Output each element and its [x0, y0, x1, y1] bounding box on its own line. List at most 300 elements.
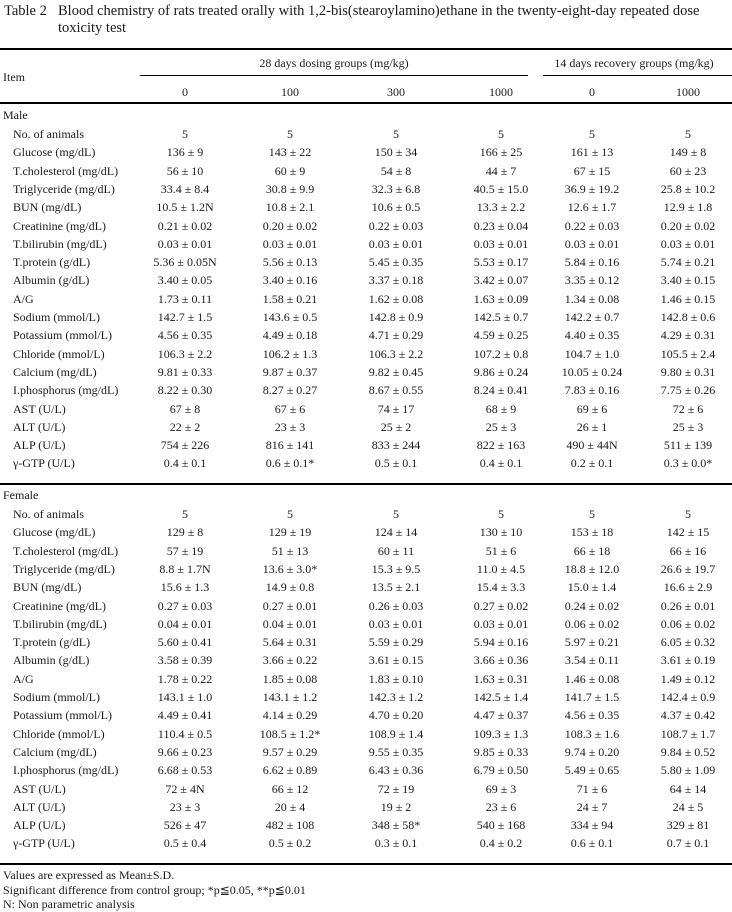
table-cell: 5.80 ± 1.09 — [660, 763, 716, 778]
table-cell: 33.4 ± 8.4 — [160, 181, 210, 196]
table-cell: 10.05 ± 0.24 — [561, 364, 623, 379]
table-cell: 108.7 ± 1.7 — [660, 726, 716, 741]
table-cell: 130 ± 10 — [479, 525, 523, 540]
table-cell: 0.27 ± 0.03 — [157, 598, 213, 613]
table-cell: 348 ± 58* — [371, 818, 421, 833]
row-item-label: ALT (U/L) — [13, 419, 66, 434]
table-cell: 16.6 ± 2.9 — [663, 580, 713, 595]
row-item-label: Chloride (mmol/L) — [13, 346, 105, 361]
table-cell: 19 ± 2 — [380, 799, 412, 814]
table-cell: 0.6 ± 0.1* — [265, 456, 315, 471]
table-cell: 105.5 ± 2.4 — [660, 346, 716, 361]
table-cell: 13.5 ± 2.1 — [371, 580, 421, 595]
dosing-group-header: 28 days dosing groups (mg/kg) — [259, 56, 409, 70]
table-cell: 1.85 ± 0.08 — [262, 671, 318, 686]
table-row — [0, 164, 732, 182]
table-cell: 129 ± 8 — [166, 525, 204, 540]
row-item-label: ALP (U/L) — [13, 438, 66, 453]
table-cell: 6.79 ± 0.50 — [473, 763, 529, 778]
table-cell: 44 ± 7 — [485, 163, 517, 178]
table-cell: 20 ± 4 — [274, 799, 306, 814]
table-cell: 0.22 ± 0.03 — [368, 218, 424, 233]
table-cell: 1.46 ± 0.15 — [660, 291, 716, 306]
table-cell: 72 ± 4N — [165, 781, 205, 796]
table-cell: 143.6 ± 0.5 — [262, 310, 318, 324]
table-cell: 9.74 ± 0.20 — [564, 744, 620, 759]
table-cell: 0.26 ± 0.01 — [660, 598, 716, 613]
table-cell: 15.4 ± 3.3 — [476, 580, 526, 595]
table-cell: 7.83 ± 0.16 — [564, 383, 620, 398]
table-cell: 36.9 ± 19.2 — [564, 181, 620, 196]
row-item-label: I.phosphorus (mg/dL) — [13, 763, 119, 778]
column-header: 0 — [182, 85, 188, 99]
table-row — [0, 544, 732, 562]
column-header: 300 — [387, 85, 405, 99]
row-item-label: BUN (mg/dL) — [13, 580, 82, 595]
table-row — [0, 182, 732, 200]
column-header: 0 — [589, 85, 595, 99]
table-cell: 25 ± 2 — [380, 419, 412, 434]
table-row — [0, 745, 732, 763]
table-row — [0, 383, 732, 401]
table-cell: 1.83 ± 0.10 — [368, 671, 424, 686]
table-cell: 0.7 ± 0.1 — [666, 836, 710, 851]
table-row — [0, 219, 732, 237]
table-cell: 9.82 ± 0.45 — [368, 364, 424, 379]
note-nonparametric: N: Non parametric analysis — [3, 897, 135, 911]
table-cell: 4.70 ± 0.20 — [368, 708, 424, 723]
table-cell: 142.8 ± 0.6 — [660, 310, 716, 324]
table-cell: 74 ± 17 — [377, 401, 415, 416]
table-cell: 64 ± 14 — [669, 781, 707, 796]
table-cell: 8.27 ± 0.27 — [262, 383, 318, 398]
table-caption — [4, 3, 728, 37]
table-cell: 9.84 ± 0.52 — [660, 744, 716, 759]
table-cell: 6.62 ± 0.89 — [262, 763, 318, 778]
row-item-label: Creatinine (mg/dL) — [13, 218, 106, 233]
table-cell: 71 ± 6 — [576, 781, 608, 796]
table-cell: 108.3 ± 1.6 — [564, 726, 620, 741]
table-title: Blood chemistry of rats treated orally with 1,2-bis(stearoylamino)ethane in the twenty-eight-day repeated dose toxicity test — [58, 3, 700, 36]
table-cell: 12.6 ± 1.7 — [567, 200, 617, 215]
table-row — [0, 708, 732, 726]
table-cell: 5 — [685, 507, 691, 521]
table-cell: 13.3 ± 2.2 — [476, 200, 526, 215]
table-cell: 5 — [287, 507, 293, 521]
note-mean-sd: Values are expressed as Mean±S.D. — [3, 868, 175, 882]
table-cell: 4.59 ± 0.25 — [473, 328, 529, 343]
row-item-label: Potassium (mmol/L) — [13, 708, 112, 723]
table-cell: 9.86 ± 0.24 — [473, 364, 529, 379]
table-cell: 5.94 ± 0.16 — [473, 635, 529, 650]
table-cell: 526 ± 47 — [163, 818, 207, 833]
table-cell: 0.21 ± 0.02 — [157, 218, 213, 233]
table-cell: 25 ± 3 — [485, 419, 517, 434]
section-divider-rule — [0, 483, 732, 485]
table-cell: 14.9 ± 0.8 — [265, 580, 315, 595]
table-cell: 4.47 ± 0.37 — [473, 708, 529, 723]
table-cell: 329 ± 81 — [666, 818, 710, 833]
row-item-label: γ-GTP (U/L) — [13, 456, 75, 471]
table-cell: 4.71 ± 0.29 — [368, 328, 424, 343]
row-item-label: BUN (mg/dL) — [13, 200, 82, 215]
table-cell: 1.49 ± 0.12 — [660, 671, 716, 686]
table-cell: 23 ± 3 — [274, 419, 306, 434]
table-cell: 3.66 ± 0.22 — [262, 653, 318, 668]
table-cell: 106.3 ± 2.2 — [157, 346, 213, 361]
table-cell: 56 ± 10 — [166, 163, 204, 178]
table-cell: 161 ± 13 — [570, 145, 614, 160]
row-item-label: Sodium (mmol/L) — [13, 310, 100, 324]
table-cell: 0.22 ± 0.03 — [564, 218, 620, 233]
table-cell: 0.03 ± 0.01 — [473, 616, 529, 631]
table-cell: 108.9 ± 1.4 — [368, 726, 424, 741]
table-row — [0, 456, 732, 474]
table-cell: 0.5 ± 0.4 — [163, 836, 207, 851]
table-cell: 5 — [589, 127, 595, 141]
table-cell: 1.63 ± 0.09 — [473, 291, 529, 306]
table-cell: 108.5 ± 1.2* — [259, 726, 321, 741]
table-cell: 4.49 ± 0.41 — [157, 708, 213, 723]
table-cell: 129 ± 19 — [268, 525, 312, 540]
table-cell: 0.03 ± 0.01 — [564, 236, 620, 251]
table-cell: 11.0 ± 4.5 — [476, 561, 526, 576]
table-cell: 5 — [685, 127, 691, 141]
table-cell: 18.8 ± 12.0 — [564, 561, 620, 576]
table-cell: 15.3 ± 9.5 — [371, 561, 421, 576]
table-cell: 9.87 ± 0.37 — [262, 364, 318, 379]
table-cell: 9.81 ± 0.33 — [157, 364, 213, 379]
table-row — [0, 200, 732, 218]
table-cell: 334 ± 94 — [570, 818, 614, 833]
table-cell: 4.14 ± 0.29 — [262, 708, 318, 723]
table-cell: 8.67 ± 0.55 — [368, 383, 424, 398]
recovery-group-header: 14 days recovery groups (mg/kg) — [554, 56, 714, 70]
table-cell: 9.85 ± 0.33 — [473, 744, 529, 759]
table-cell: 5 — [182, 127, 188, 141]
table-row — [0, 310, 732, 328]
table-cell: 5.49 ± 0.65 — [564, 763, 620, 778]
table-cell: 0.04 ± 0.01 — [157, 616, 213, 631]
table-row — [0, 782, 732, 800]
table-cell: 5 — [182, 507, 188, 521]
table-cell: 0.3 ± 0.1 — [374, 836, 418, 851]
table-cell: 0.03 ± 0.01 — [262, 236, 318, 251]
table-cell: 51 ± 6 — [485, 543, 517, 558]
table-cell: 143.1 ± 1.2 — [262, 690, 318, 704]
row-item-label: Glucose (mg/dL) — [13, 145, 96, 160]
table-row — [0, 507, 732, 525]
row-item-label: Sodium (mmol/L) — [13, 690, 100, 704]
table-cell: 142.8 ± 0.9 — [368, 310, 424, 324]
table-row — [0, 599, 732, 617]
table-cell: 6.05 ± 0.32 — [660, 635, 716, 650]
note-significance: Significant difference from control group; *p≦0.05, **p≦0.01 — [3, 882, 306, 897]
table-cell: 32.3 ± 6.8 — [371, 181, 421, 196]
table-cell: 0.03 ± 0.01 — [473, 236, 529, 251]
row-item-label: γ-GTP (U/L) — [13, 836, 75, 851]
table-cell: 66 ± 18 — [573, 543, 611, 558]
table-cell: 7.75 ± 0.26 — [660, 383, 716, 398]
table-cell: 3.40 ± 0.16 — [262, 273, 318, 288]
table-cell: 1.58 ± 0.21 — [262, 291, 318, 306]
table-cell: 10.5 ± 1.2N — [156, 200, 214, 215]
table-row — [0, 328, 732, 346]
table-row — [0, 800, 732, 818]
table-cell: 136 ± 9 — [166, 145, 204, 160]
recovery-group-rule — [543, 75, 732, 76]
table-cell: 25.8 ± 10.2 — [660, 181, 716, 196]
table-cell: 5.45 ± 0.35 — [368, 255, 424, 270]
table-cell: 3.61 ± 0.19 — [660, 653, 716, 668]
table-cell: 9.55 ± 0.35 — [368, 744, 424, 759]
table-cell: 104.7 ± 1.0 — [564, 346, 620, 361]
column-header: 100 — [281, 85, 299, 99]
table-cell: 511 ± 139 — [663, 438, 713, 453]
row-item-label: A/G — [13, 291, 34, 306]
item-header: Item — [3, 70, 25, 84]
table-cell: 40.5 ± 15.0 — [473, 181, 529, 196]
table-row — [0, 525, 732, 543]
table-cell: 0.03 ± 0.01 — [157, 236, 213, 251]
row-item-label: T.protein (g/dL) — [13, 255, 91, 270]
table-cell: 0.27 ± 0.01 — [262, 598, 318, 613]
table-cell: 8.24 ± 0.41 — [473, 383, 529, 398]
table-cell: 0.4 ± 0.1 — [479, 456, 523, 471]
table-cell: 3.54 ± 0.11 — [564, 653, 620, 668]
table-cell: 0.20 ± 0.02 — [660, 218, 716, 233]
table-cell: 8.22 ± 0.30 — [157, 383, 213, 398]
table-cell: 5.59 ± 0.29 — [368, 635, 424, 650]
table-cell: 67 ± 6 — [274, 401, 306, 416]
row-item-label: Calcium (mg/dL) — [13, 744, 97, 759]
table-cell: 5.53 ± 0.17 — [473, 255, 529, 270]
table-cell: 72 ± 19 — [377, 781, 415, 796]
table-cell: 69 ± 6 — [576, 401, 608, 416]
table-row — [0, 580, 732, 598]
table-row — [0, 402, 732, 420]
row-item-label: T.cholesterol (mg/dL) — [13, 163, 119, 178]
table-row — [0, 672, 732, 690]
row-item-label: AST (U/L) — [13, 781, 66, 796]
table-cell: 24 ± 5 — [672, 799, 704, 814]
row-item-label: T.protein (g/dL) — [13, 635, 91, 650]
table-cell: 5.97 ± 0.21 — [564, 635, 620, 650]
table-cell: 0.3 ± 0.0* — [663, 456, 713, 471]
table-cell: 5.60 ± 0.41 — [157, 635, 213, 650]
header-bottom-rule — [0, 102, 732, 104]
table-cell: 3.61 ± 0.15 — [368, 653, 424, 668]
table-cell: 51 ± 13 — [271, 543, 309, 558]
table-cell: 1.62 ± 0.08 — [368, 291, 424, 306]
table-cell: 3.42 ± 0.07 — [473, 273, 529, 288]
table-cell: 60 ± 9 — [274, 163, 306, 178]
table-cell: 124 ± 14 — [374, 525, 418, 540]
table-cell: 1.63 ± 0.31 — [473, 671, 529, 686]
table-cell: 67 ± 15 — [573, 163, 611, 178]
table-cell: 0.24 ± 0.02 — [564, 598, 620, 613]
table-cell: 9.57 ± 0.29 — [262, 744, 318, 759]
row-item-label: ALT (U/L) — [13, 799, 66, 814]
table-row — [0, 145, 732, 163]
table-cell: 0.5 ± 0.2 — [268, 836, 312, 851]
table-cell: 4.29 ± 0.31 — [660, 328, 716, 343]
table-cell: 141.7 ± 1.5 — [564, 690, 620, 704]
table-cell: 5.74 ± 0.21 — [660, 255, 716, 270]
row-item-label: Potassium (mmol/L) — [13, 328, 112, 343]
table-cell: 822 ± 163 — [476, 438, 526, 453]
row-item-label: No. of animals — [13, 127, 84, 141]
table-cell: 10.6 ± 0.5 — [371, 200, 421, 215]
table-cell: 754 ± 226 — [160, 438, 210, 453]
table-row — [0, 420, 732, 438]
row-item-label: Glucose (mg/dL) — [13, 525, 96, 540]
table-row — [0, 237, 732, 255]
column-header: 1000 — [489, 85, 513, 99]
table-cell: 0.26 ± 0.03 — [368, 598, 424, 613]
table-cell: 106.2 ± 1.3 — [262, 346, 318, 361]
table-cell: 8.8 ± 1.7N — [159, 561, 211, 576]
table-cell: 10.8 ± 2.1 — [265, 200, 315, 215]
table-row — [0, 292, 732, 310]
row-item-label: A/G — [13, 671, 34, 686]
table-cell: 5 — [393, 507, 399, 521]
table-row — [0, 763, 732, 781]
table-cell: 4.40 ± 0.35 — [564, 328, 620, 343]
table-cell: 833 ± 244 — [371, 438, 421, 453]
table-cell: 15.6 ± 1.3 — [160, 580, 210, 595]
table-cell: 5 — [498, 127, 504, 141]
table-cell: 106.3 ± 2.2 — [368, 346, 424, 361]
table-cell: 149 ± 8 — [669, 145, 707, 160]
row-item-label: Creatinine (mg/dL) — [13, 598, 106, 613]
table-cell: 0.23 ± 0.04 — [473, 218, 529, 233]
table-cell: 25 ± 3 — [672, 419, 704, 434]
table-cell: 0.03 ± 0.01 — [368, 236, 424, 251]
table-cell: 0.04 ± 0.01 — [262, 616, 318, 631]
table-row — [0, 562, 732, 580]
table-row — [0, 255, 732, 273]
table-cell: 5 — [393, 127, 399, 141]
table-cell: 60 ± 23 — [669, 163, 707, 178]
table-cell: 150 ± 34 — [374, 145, 418, 160]
table-row — [0, 438, 732, 456]
row-item-label: Triglyceride (mg/dL) — [13, 181, 115, 196]
table-cell: 5.84 ± 0.16 — [564, 255, 620, 270]
row-item-label: T.bilirubin (mg/dL) — [13, 236, 107, 251]
table-cell: 109.3 ± 1.3 — [473, 726, 529, 741]
table-row — [0, 690, 732, 708]
table-cell: 0.06 ± 0.02 — [660, 616, 716, 631]
table-cell: 0.4 ± 0.1 — [163, 456, 207, 471]
table-cell: 5 — [287, 127, 293, 141]
table-number: Table 2 — [4, 3, 47, 19]
table-row — [0, 818, 732, 836]
table-cell: 5 — [498, 507, 504, 521]
column-header: 1000 — [676, 85, 700, 99]
row-item-label: T.bilirubin (mg/dL) — [13, 616, 107, 631]
table-cell: 153 ± 18 — [570, 525, 614, 540]
table-cell: 142 ± 15 — [666, 525, 710, 540]
table-cell: 9.66 ± 0.23 — [157, 744, 213, 759]
table-cell: 0.2 ± 0.1 — [570, 456, 614, 471]
table-row — [0, 127, 732, 145]
table-cell: 60 ± 11 — [377, 543, 415, 558]
row-item-label: Calcium (mg/dL) — [13, 364, 97, 379]
row-item-label: Triglyceride (mg/dL) — [13, 561, 115, 576]
table-cell: 15.0 ± 1.4 — [567, 580, 617, 595]
table-cell: 22 ± 2 — [169, 419, 201, 434]
bottom-rule — [0, 863, 732, 865]
table-cell: 12.9 ± 1.8 — [663, 200, 713, 215]
table-cell: 5 — [589, 507, 595, 521]
table-cell: 24 ± 7 — [576, 799, 608, 814]
table-cell: 166 ± 25 — [479, 145, 523, 160]
table-cell: 3.37 ± 0.18 — [368, 273, 424, 288]
table-cell: 0.4 ± 0.2 — [479, 836, 523, 851]
table-cell: 4.56 ± 0.35 — [157, 328, 213, 343]
table-row — [0, 727, 732, 745]
table-cell: 13.6 ± 3.0* — [262, 561, 318, 576]
table-cell: 110.4 ± 0.5 — [157, 726, 213, 741]
table-cell: 142.5 ± 1.4 — [473, 690, 529, 704]
table-cell: 23 ± 6 — [485, 799, 517, 814]
table-cell: 142.3 ± 1.2 — [368, 690, 424, 704]
table-cell: 142.2 ± 0.7 — [564, 310, 620, 324]
table-cell: 9.80 ± 0.31 — [660, 364, 716, 379]
table-cell: 0.06 ± 0.02 — [564, 616, 620, 631]
row-item-label: T.cholesterol (mg/dL) — [13, 543, 119, 558]
table-cell: 3.40 ± 0.05 — [157, 273, 213, 288]
row-item-label: Chloride (mmol/L) — [13, 726, 105, 741]
table-cell: 54 ± 8 — [380, 163, 412, 178]
table-row — [0, 273, 732, 291]
table-cell: 0.03 ± 0.01 — [660, 236, 716, 251]
table-cell: 26 ± 1 — [576, 419, 608, 434]
table-notes — [3, 868, 306, 912]
table-cell: 67 ± 8 — [169, 401, 201, 416]
table-cell: 1.73 ± 0.11 — [157, 291, 213, 306]
table-cell: 1.34 ± 0.08 — [564, 291, 620, 306]
row-item-label: AST (U/L) — [13, 401, 66, 416]
row-item-label: No. of animals — [13, 507, 84, 521]
table-cell: 142.7 ± 1.5 — [157, 310, 213, 324]
table-cell: 143.1 ± 1.0 — [157, 690, 213, 704]
table-cell: 0.03 ± 0.01 — [368, 616, 424, 631]
top-rule — [0, 48, 732, 50]
table-cell: 4.37 ± 0.42 — [660, 708, 716, 723]
table-cell: 4.49 ± 0.18 — [262, 328, 318, 343]
table-cell: 816 ± 141 — [265, 438, 315, 453]
table-cell: 0.27 ± 0.02 — [473, 598, 529, 613]
table-cell: 6.68 ± 0.53 — [157, 763, 213, 778]
table-cell: 3.35 ± 0.12 — [564, 273, 620, 288]
table-row — [0, 617, 732, 635]
table-cell: 143 ± 22 — [268, 145, 312, 160]
dosing-group-rule — [140, 75, 528, 76]
table-cell: 30.8 ± 9.9 — [265, 181, 315, 196]
table-cell: 0.20 ± 0.02 — [262, 218, 318, 233]
table-cell: 1.78 ± 0.22 — [157, 671, 213, 686]
table-row — [0, 635, 732, 653]
table-cell: 3.58 ± 0.39 — [157, 653, 213, 668]
table-cell: 5.56 ± 0.13 — [262, 255, 318, 270]
table-cell: 4.56 ± 0.35 — [564, 708, 620, 723]
table-row — [0, 365, 732, 383]
table-cell: 68 ± 9 — [485, 401, 517, 416]
table-cell: 107.2 ± 0.8 — [473, 346, 529, 361]
row-item-label: ALP (U/L) — [13, 818, 66, 833]
